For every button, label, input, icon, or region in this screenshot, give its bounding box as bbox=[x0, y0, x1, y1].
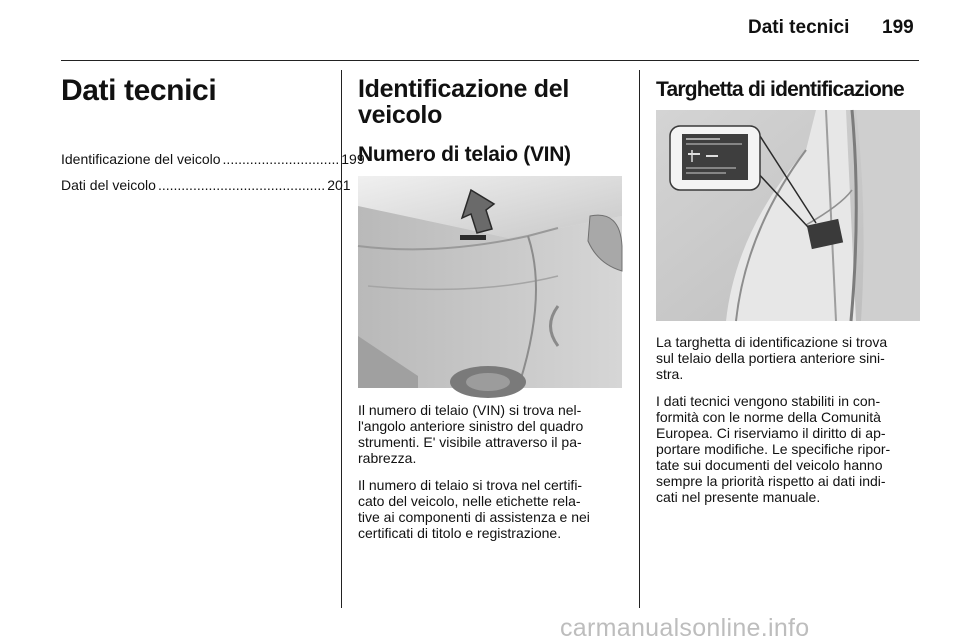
text-line: Europea. Ci riserviamo il diritto di ap- bbox=[656, 425, 886, 441]
vin-location-photo bbox=[358, 176, 622, 388]
text-line: sempre la priorità rispetto ai dati indi- bbox=[656, 473, 886, 489]
watermark: carmanualsonline.info bbox=[560, 614, 810, 642]
text-line: l'angolo anteriore sinistro del quadro bbox=[358, 418, 584, 434]
text-line: formità con le norme della Comunità bbox=[656, 409, 881, 425]
text-line: cato del veicolo, nelle etichette rela- bbox=[358, 493, 581, 509]
header-divider bbox=[61, 60, 919, 61]
text-line: certificati di titolo e registrazione. bbox=[358, 525, 562, 541]
vin-paragraph-1 bbox=[358, 402, 583, 466]
toc-entry-label: Dati del veicolo bbox=[61, 177, 156, 193]
toc-entry-dati-veicolo[interactable] bbox=[61, 177, 351, 193]
vin-paragraph-2 bbox=[358, 477, 590, 541]
text-line: cati nel presente manuale. bbox=[656, 489, 821, 505]
toc-entry-label: Identificazione del veicolo bbox=[61, 151, 221, 167]
running-header-title: Dati tecnici bbox=[748, 17, 850, 38]
section-title-line: Identificazione del bbox=[358, 75, 569, 103]
toc-leader-dots: ........................................... bbox=[157, 177, 326, 193]
text-line: portare modifiche. Le specifiche ripor- bbox=[656, 441, 891, 457]
text-line: strumenti. E' visibile attraverso il pa- bbox=[358, 434, 582, 450]
plate-subsection-title: Targhetta di identificazione bbox=[656, 78, 904, 101]
id-plate-photo bbox=[656, 110, 920, 321]
toc-entry-page: 199 bbox=[341, 151, 365, 167]
text-line: stra. bbox=[656, 366, 684, 382]
chapter-title: Dati tecnici bbox=[61, 74, 217, 107]
toc-entry-identificazione[interactable] bbox=[61, 151, 365, 167]
text-line: tive ai componenti di assistenza e nei bbox=[358, 509, 590, 525]
text-line: Il numero di telaio (VIN) si trova nel- bbox=[358, 402, 582, 418]
column-divider-2 bbox=[639, 70, 640, 608]
text-line: sul telaio della portiera anteriore sini- bbox=[656, 350, 885, 366]
plate-paragraph-2 bbox=[656, 393, 890, 505]
plate-paragraph-1 bbox=[656, 334, 887, 382]
page-number: 199 bbox=[882, 17, 914, 38]
text-line: La targhetta di identificazione si trova bbox=[656, 334, 888, 350]
text-line: rabrezza. bbox=[358, 450, 417, 466]
section-title-line: veicolo bbox=[358, 101, 443, 129]
vin-subsection-title: Numero di telaio (VIN) bbox=[358, 143, 571, 166]
section-title bbox=[358, 76, 569, 128]
toc-entry-page: 201 bbox=[327, 177, 351, 193]
text-line: tate sui documenti del veicolo hanno bbox=[656, 457, 883, 473]
toc-leader-dots: .............................. bbox=[222, 151, 340, 167]
text-line: Il numero di telaio si trova nel certifi- bbox=[358, 477, 583, 493]
text-line: I dati tecnici vengono stabiliti in con- bbox=[656, 393, 881, 409]
